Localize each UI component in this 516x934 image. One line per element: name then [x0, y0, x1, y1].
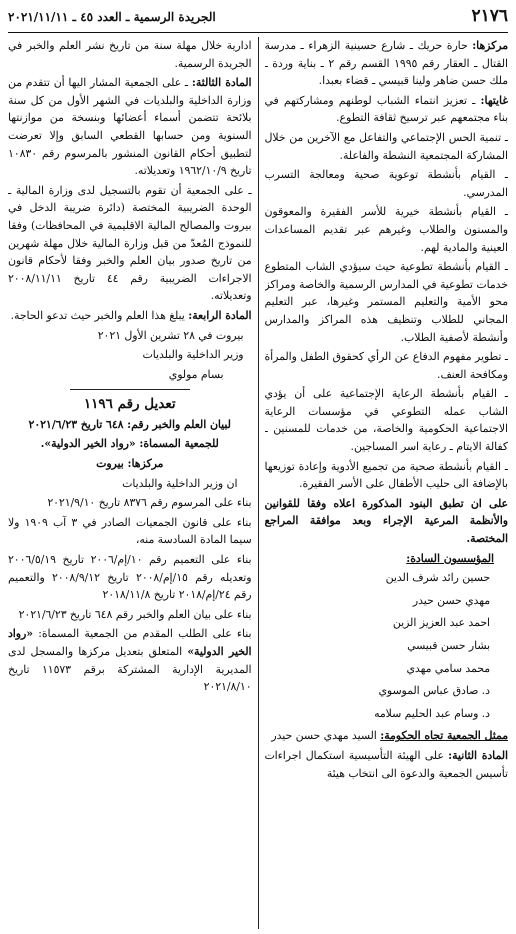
gazette-issue: الجريدة الرسمية ـ العدد ٤٥ ـ ٢٠٢١/١١/١١ — [8, 10, 216, 24]
amendment-title: تعديل رقم ١١٩٦ — [83, 396, 176, 413]
two-column-body — [8, 37, 508, 929]
amendment-reference: لبيان العلم والخبر رقم: ٦٤٨ تاريخ ٢٠٢١/٦/٢٣ — [28, 417, 231, 431]
purpose-item: ـ القيام بأنشطة توعوية صحية ومعالجة التسرب المدرسي. — [264, 168, 508, 199]
founders-list — [265, 569, 509, 722]
purpose-item: ـ تنمية الحس الإجتماعي والتفاعل مع الآخرين من خلال المشاركة المجتمعية النشطة والفاعلة. — [264, 130, 508, 162]
founder-name: بشار حسن قبيسي — [407, 639, 490, 652]
compliance-clause: على ان تطبق البنود المذكورة اعلاه وفقا للقوانين والأنظمة المرعية الإجراء وبعد موافقة المراجع المختصة. — [264, 496, 508, 546]
minister-title: وزير الداخلية والبلديات — [142, 348, 244, 362]
continuation-paragraph: ادارية خلال مهلة سنة من تاريخ نشر العلم والخبر في الجريدة الرسمية. — [8, 39, 252, 70]
legal-basis-item: بناء على الطلب المقدم من الجمعية المسماة: «رواد الخير الدولية» المتعلق بتعديل مركزها والمسجل لدى المديرية الإدارية المشتركة برقم ١١٥٧٣ تاريخ ٢٠٢١/٨/١٠ — [8, 627, 252, 694]
legal-basis-item: بناء على قانون الجمعيات الصادر في ٣ آب ١٩٠٩ ولا سيما المادة السادسة منه، — [8, 515, 252, 547]
headquarters-paragraph: مركزها: حارة حريك ـ شارع حسينية الزهراء ـ مدرسة القتال ـ العقار رقم ١٩٩٥ القسم رقم ٢ ـ بناية وردة ـ ملك حسن ضاهر ولينا قبيسي ـ قضاء بعبدا. — [264, 39, 508, 88]
issuing-authority: ان وزير الداخلية والبلديات — [122, 476, 238, 490]
legal-basis-item: بناء على بيان العلم والخبر رقم ٦٤٨ تاريخ ٢٠٢١/٦/٢٣ — [18, 607, 252, 621]
article-four-paragraph: المادة الرابعة: يبلغ هذا العلم والخبر حيث تدعو الحاجة. — [10, 308, 252, 322]
founders-label: المؤسسون السادة: — [406, 551, 494, 565]
page-header — [8, 6, 508, 33]
article-three-paragraph: المادة الثالثة: ـ على الجمعية المشار اليها أن تتقدم من وزارة الداخلية والبلديات في الشهر الأول من كل سنة بلائحة تتضمن أسماء أعضائها وبنسخة من موازنتها السنوية ومن حسابها القطعي السابق وإلا تعرضت لتطبيق أحكام القانون المنشور بالمرسوم رقم ١٠٨٣٠ تاريخ ١٩٦٢/١٠/٩ وتعديلاته. — [8, 76, 252, 178]
minister-name: بسام مولوي — [168, 367, 224, 381]
legal-basis-item: بناء على التعميم رقم ١٠/إم/٢٠٠٦ تاريخ ٢٠٠٦/٥/١٩ وتعديله رقم ١٥/إم/٢٠٠٨ تاريخ ٢٠٠٨/٩/١٢ والتعميم رقم ٢٤/إم/٢٠١٨ تاريخ ٢٠١٨/١١/٨ — [8, 553, 252, 602]
column-divider — [258, 37, 259, 929]
purpose-item: ـ القيام بأنشطة صحية من تجميع الأدوية وإعادة توزيعها بالإضافة الى حليب الأطفال على الأسر الفقيرة. — [264, 459, 508, 491]
representative-paragraph: ممثل الجمعية تجاه الحكومة: السيد مهدي حسن حيدر — [271, 729, 508, 743]
founder-name: حسين رائد شرف الدين — [385, 571, 490, 585]
article-two-paragraph: المادة الثانية: على الهيئة التأسيسية استكمال اجراءات تأسيس الجمعية والدعوة الى انتخاب هيئة — [264, 748, 508, 780]
founder-name: د. وسام عبد الحليم سلامه — [374, 706, 490, 720]
amendment-headquarters: مركزها: بيروت — [96, 457, 164, 471]
founder-name: د. صادق عباس الموسوي — [378, 684, 490, 698]
signature-date: بيروت في ٢٨ تشرين الأول ٢٠٢١ — [97, 328, 244, 342]
page-number: ٢١٧٦ — [471, 6, 508, 26]
purpose-paragraph: غايتها: ـ تعزيز انتماء الشباب لوطنهم ومشاركتهم في بناء مجتمعهم عبر ترسيخ ثقافة التطوع. — [264, 93, 508, 125]
founder-name: احمد عبد العزيز الزين — [392, 616, 490, 630]
legal-basis-item: بناء على المرسوم رقم ٨٣٧٦ تاريخ ٢٠٢١/٩/١٠ — [47, 496, 252, 510]
purpose-item: ـ القيام بأنشطة خيرية للأسر الفقيرة والمعوقون والمسنون والطلاب وغيرهم عبر تقديم المساعدات العينية والمادية لهم. — [264, 205, 508, 254]
purpose-item: ـ تطوير مفهوم الدفاع عن الرأي كحقوق الطفل والمرأة ومكافحة العنف. — [264, 350, 508, 381]
amendment-association-name: للجمعية المسماة: «رواد الخير الدولية». — [40, 437, 219, 451]
purpose-item: ـ القيام بأنشطة الرعاية الإجتماعية على أن يؤدي الشاب عمله التطوعي في مؤسسات الرعاية الاجتماعية الحكومية والخاصة، من خدمات للمسنين ـ كفالة الايتام ـ رعاية اسر المساجين. — [264, 387, 508, 454]
section-divider — [70, 389, 190, 390]
left-column — [8, 37, 252, 929]
founder-name: مهدي حسن حيدر — [412, 593, 490, 607]
purpose-item: ـ القيام بأنشطة تطوعية حيث سيؤدي الشاب المتطوع خدمات تطوعية في المدارس الرسمية والخاصة ومراكز محو الأمية والتعليم المستمر وغيرها، عبر التعليم المجاني للطلاب وتنظيف هذه المراكز والمدارس وأنشطة لأصفية الطلاب. — [264, 260, 508, 344]
right-column — [265, 37, 509, 929]
tax-registration-paragraph: ـ على الجمعية أن تقوم بالتسجيل لدى وزارة المالية ـ الوحدة الضريبية المختصة (دائرة ضريبة الدخل في بيروت والمصالح المالية الاقليمية في المحافظات) وفقا للنموذج المُعدّ من قبل وزارة المالية خلال مهلة شهرين من تاريخ صدور بيان العلم والخبر وفقا لأحكام قانون الاجراءات الضريبية رقم ٤٤ تاريخ ٢٠٠٨/١١/١١ وتعديلاته. — [8, 183, 252, 303]
founder-name: محمد سامي مهدي — [406, 661, 490, 675]
